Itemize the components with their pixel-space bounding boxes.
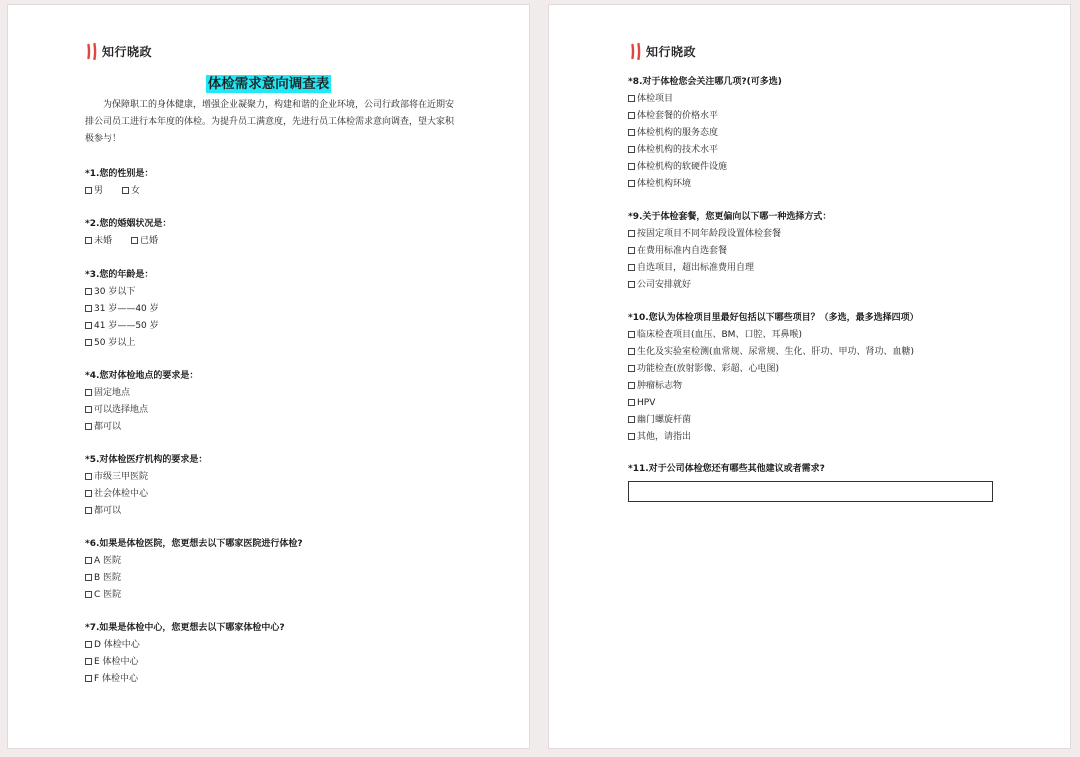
option[interactable]: 自选项目，超出标准费用自理 — [628, 260, 831, 277]
option[interactable]: E 体检中心 — [85, 654, 285, 671]
checkbox-icon[interactable] — [85, 507, 92, 514]
question-11 — [628, 461, 825, 478]
page-title — [8, 72, 529, 92]
brand-logo — [631, 41, 696, 61]
question-label: *9.关于体检套餐，您更偏向以下哪一种选择方式： — [628, 212, 832, 222]
document-page-2 — [548, 4, 1071, 749]
intro-paragraph: 为保障职工的身体健康，增强企业凝聚力，构建和谐的企业环境，公司行政部将在近期安排公司员工进行本年度的体检。为提升员工满意度，先进行员工体检需求意向调查，望大家积极参与！ — [85, 100, 455, 144]
checkbox-icon[interactable] — [628, 382, 635, 389]
checkbox-icon[interactable] — [628, 331, 635, 338]
option-married[interactable]: 已婚 — [131, 233, 158, 250]
option[interactable]: 可以选择地点 — [85, 402, 198, 419]
option[interactable]: 幽门螺旋杆菌 — [628, 412, 919, 429]
question-6 — [85, 536, 303, 604]
option[interactable]: 临床检查项目(血压、BM、口腔、耳鼻喉) — [628, 327, 919, 344]
option[interactable]: 按固定项目不同年龄段设置体检套餐 — [628, 226, 831, 243]
checkbox-icon[interactable] — [85, 641, 92, 648]
checkbox-icon[interactable] — [628, 247, 635, 254]
checkbox-icon[interactable] — [85, 591, 92, 598]
checkbox-icon[interactable] — [628, 163, 635, 170]
question-label: *11.对于公司体检您还有哪些其他建议或者需求? — [628, 464, 825, 474]
checkbox-icon[interactable] — [628, 365, 635, 372]
question-8 — [628, 74, 782, 193]
option[interactable]: 固定地点 — [85, 385, 198, 402]
option[interactable]: 都可以 — [85, 503, 207, 520]
option[interactable]: 生化及实验室检测(血常规、尿常规、生化、肝功、甲功、肾功、血糖) — [628, 344, 919, 361]
brand-name: 知行晓政 — [102, 44, 153, 59]
checkbox-icon[interactable] — [628, 230, 635, 237]
checkbox-icon[interactable] — [85, 490, 92, 497]
option[interactable]: 在费用标准内自选套餐 — [628, 243, 831, 260]
brand-mark-icon — [631, 42, 642, 60]
checkbox-icon[interactable] — [85, 557, 92, 564]
checkbox-icon[interactable] — [628, 348, 635, 355]
checkbox-icon[interactable] — [85, 187, 92, 194]
question-label: *6.如果是体检医院，您更想去以下哪家医院进行体检? — [85, 539, 303, 549]
question-label: *4.您对体检地点的要求是： — [85, 371, 199, 381]
checkbox-icon[interactable] — [628, 416, 635, 423]
option[interactable]: C 医院 — [85, 587, 303, 604]
question-label: *2.您的婚姻状况是： — [85, 219, 172, 229]
checkbox-icon[interactable] — [85, 406, 92, 413]
option[interactable]: D 体检中心 — [85, 637, 285, 654]
option-female[interactable]: 女 — [122, 183, 140, 200]
question-label: *7.如果是体检中心，您更想去以下哪家体检中心? — [85, 623, 285, 633]
option[interactable]: 市级三甲医院 — [85, 469, 207, 486]
page-title-text: 体检需求意向调查表 — [207, 76, 330, 92]
option[interactable]: 体检机构的服务态度 — [628, 125, 782, 142]
checkbox-icon[interactable] — [85, 237, 92, 244]
checkbox-icon[interactable] — [628, 399, 635, 406]
checkbox-icon[interactable] — [628, 264, 635, 271]
question-5 — [85, 452, 207, 520]
checkbox-icon[interactable] — [628, 180, 635, 187]
checkbox-icon[interactable] — [85, 322, 92, 329]
question-4 — [85, 368, 198, 436]
option[interactable]: 公司安排就好 — [628, 277, 831, 294]
question-10 — [628, 310, 919, 446]
checkbox-icon[interactable] — [628, 95, 635, 102]
question-label: *8.对于体检您会关注哪几项?(可多选) — [628, 77, 782, 87]
checkbox-icon[interactable] — [85, 339, 92, 346]
checkbox-icon[interactable] — [628, 433, 635, 440]
option[interactable]: B 医院 — [85, 570, 303, 587]
question-3 — [85, 267, 159, 352]
option[interactable]: A 医院 — [85, 553, 303, 570]
question-label: *10.您认为体检项目里最好包括以下哪些项目？（多选，最多选择四项） — [628, 313, 919, 323]
question-7 — [85, 620, 285, 688]
checkbox-icon[interactable] — [85, 305, 92, 312]
suggestion-input[interactable] — [628, 481, 993, 502]
option[interactable]: 体检机构环境 — [628, 176, 782, 193]
question-label: *1.您的性别是： — [85, 169, 154, 179]
option[interactable]: 社会体检中心 — [85, 486, 207, 503]
option[interactable]: 31 岁——40 岁 — [85, 301, 159, 318]
option[interactable]: HPV — [628, 395, 919, 412]
document-page-1 — [7, 4, 530, 749]
question-9 — [628, 209, 831, 294]
checkbox-icon[interactable] — [85, 389, 92, 396]
checkbox-icon[interactable] — [85, 288, 92, 295]
option[interactable]: 体检项目 — [628, 91, 782, 108]
brand-logo — [87, 41, 152, 61]
option[interactable]: 50 岁以上 — [85, 335, 159, 352]
brand-name: 知行晓政 — [646, 44, 697, 59]
option[interactable]: F 体检中心 — [85, 671, 285, 688]
checkbox-icon[interactable] — [85, 423, 92, 430]
option-unmarried[interactable]: 未婚 — [85, 233, 112, 250]
option[interactable]: 肿瘤标志物 — [628, 378, 919, 395]
option[interactable]: 体检机构的软硬件设施 — [628, 159, 782, 176]
checkbox-icon[interactable] — [85, 658, 92, 665]
option[interactable]: 体检机构的技术水平 — [628, 142, 782, 159]
option[interactable]: 其他，请指出 — [628, 429, 919, 446]
checkbox-icon[interactable] — [85, 574, 92, 581]
checkbox-icon[interactable] — [628, 281, 635, 288]
brand-mark-icon — [87, 42, 98, 60]
option[interactable]: 30 岁以下 — [85, 284, 159, 301]
question-label: *3.您的年龄是： — [85, 270, 154, 280]
option-male[interactable]: 男 — [85, 183, 103, 200]
question-1 — [85, 166, 159, 200]
checkbox-icon[interactable] — [122, 187, 129, 194]
option[interactable]: 都可以 — [85, 419, 198, 436]
question-label: *5.对体检医疗机构的要求是： — [85, 455, 208, 465]
checkbox-icon[interactable] — [85, 473, 92, 480]
option[interactable]: 体检套餐的价格水平 — [628, 108, 782, 125]
option[interactable]: 功能检查(放射影像、彩超、心电图) — [628, 361, 919, 378]
checkbox-icon[interactable] — [628, 129, 635, 136]
checkbox-icon[interactable] — [628, 112, 635, 119]
checkbox-icon[interactable] — [85, 675, 92, 682]
checkbox-icon[interactable] — [131, 237, 138, 244]
question-2 — [85, 216, 177, 250]
option[interactable]: 41 岁——50 岁 — [85, 318, 159, 335]
checkbox-icon[interactable] — [628, 146, 635, 153]
